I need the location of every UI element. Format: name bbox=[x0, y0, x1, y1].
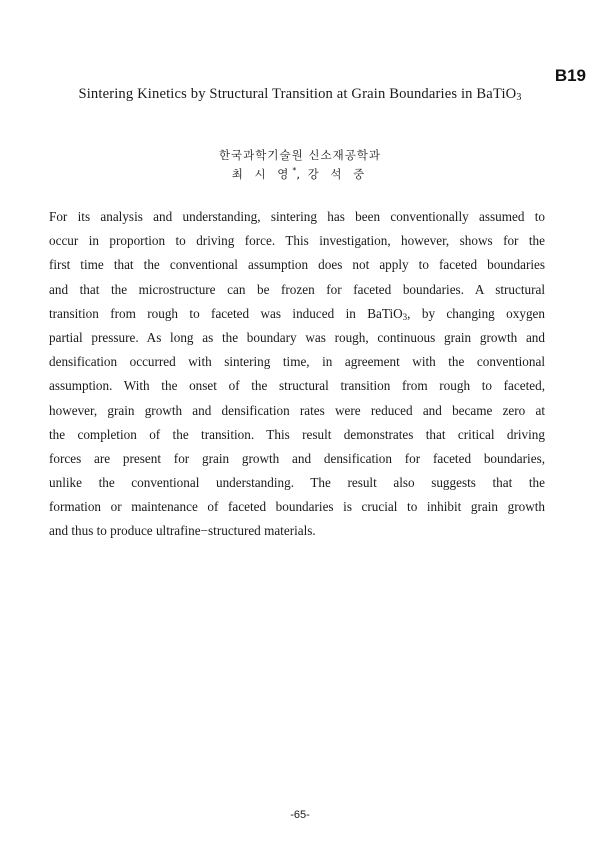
abstract-line: For its analysis and understanding, sintering has been conventionally assumed to bbox=[49, 209, 545, 224]
author-separator: , bbox=[296, 167, 300, 181]
corresponding-author-mark: * bbox=[292, 166, 297, 176]
abstract-line-part: , by changing oxygen bbox=[407, 305, 545, 321]
abstract-line: partial pressure. As long as the boundary was rough, continuous grain growth and bbox=[49, 329, 545, 345]
page-number: -65- bbox=[290, 809, 310, 821]
abstract-line: formation or maintenance of faceted boundaries is crucial to inhibit grain growth bbox=[49, 499, 545, 515]
paper-title-subscript: 3 bbox=[516, 92, 522, 103]
session-code: B19 bbox=[554, 66, 586, 85]
paper-title-text: Sintering Kinetics by Structural Transition at Grain Boundaries in BaTiO bbox=[78, 86, 517, 102]
abstract-line: densification occurred with sintering time, in agreement with the conventional bbox=[49, 354, 545, 370]
abstract-line: assumption. With the onset of the structural transition from rough to faceted, bbox=[49, 378, 545, 394]
abstract-line: unlike the conventional understanding. The result also suggests that the bbox=[49, 475, 545, 491]
abstract-line: occur in proportion to driving force. This investigation, however, shows for the bbox=[49, 233, 545, 249]
abstract-line: forces are present for grain growth and densification for faceted boundaries, bbox=[49, 450, 545, 466]
abstract-line-part: transition from rough to faceted was induced in BaTiO bbox=[49, 305, 403, 321]
abstract-line bbox=[49, 302, 545, 326]
author-1: 최 시 영 bbox=[231, 167, 293, 181]
abstract-line: and thus to produce ultrafine−structured materials. bbox=[49, 523, 316, 539]
abstract-line: the completion of the transition. This result demonstrates that critical driving bbox=[49, 426, 545, 442]
abstract-line: however, grain growth and densification rates were reduced and became zero at bbox=[49, 402, 545, 418]
affiliation: 한국과학기술원 신소재공학과 bbox=[218, 148, 382, 162]
author-list bbox=[0, 166, 600, 182]
abstract-body bbox=[49, 205, 545, 544]
author-2: 강 석 중 bbox=[307, 167, 369, 181]
abstract-line: and that the microstructure can be frozen for faceted boundaries. A structural bbox=[49, 281, 545, 297]
abstract-line: first time that the conventional assumption does not apply to faceted boundaries bbox=[49, 257, 545, 273]
paper-title bbox=[0, 86, 600, 103]
abstract-line-subscript: 3 bbox=[402, 311, 408, 322]
